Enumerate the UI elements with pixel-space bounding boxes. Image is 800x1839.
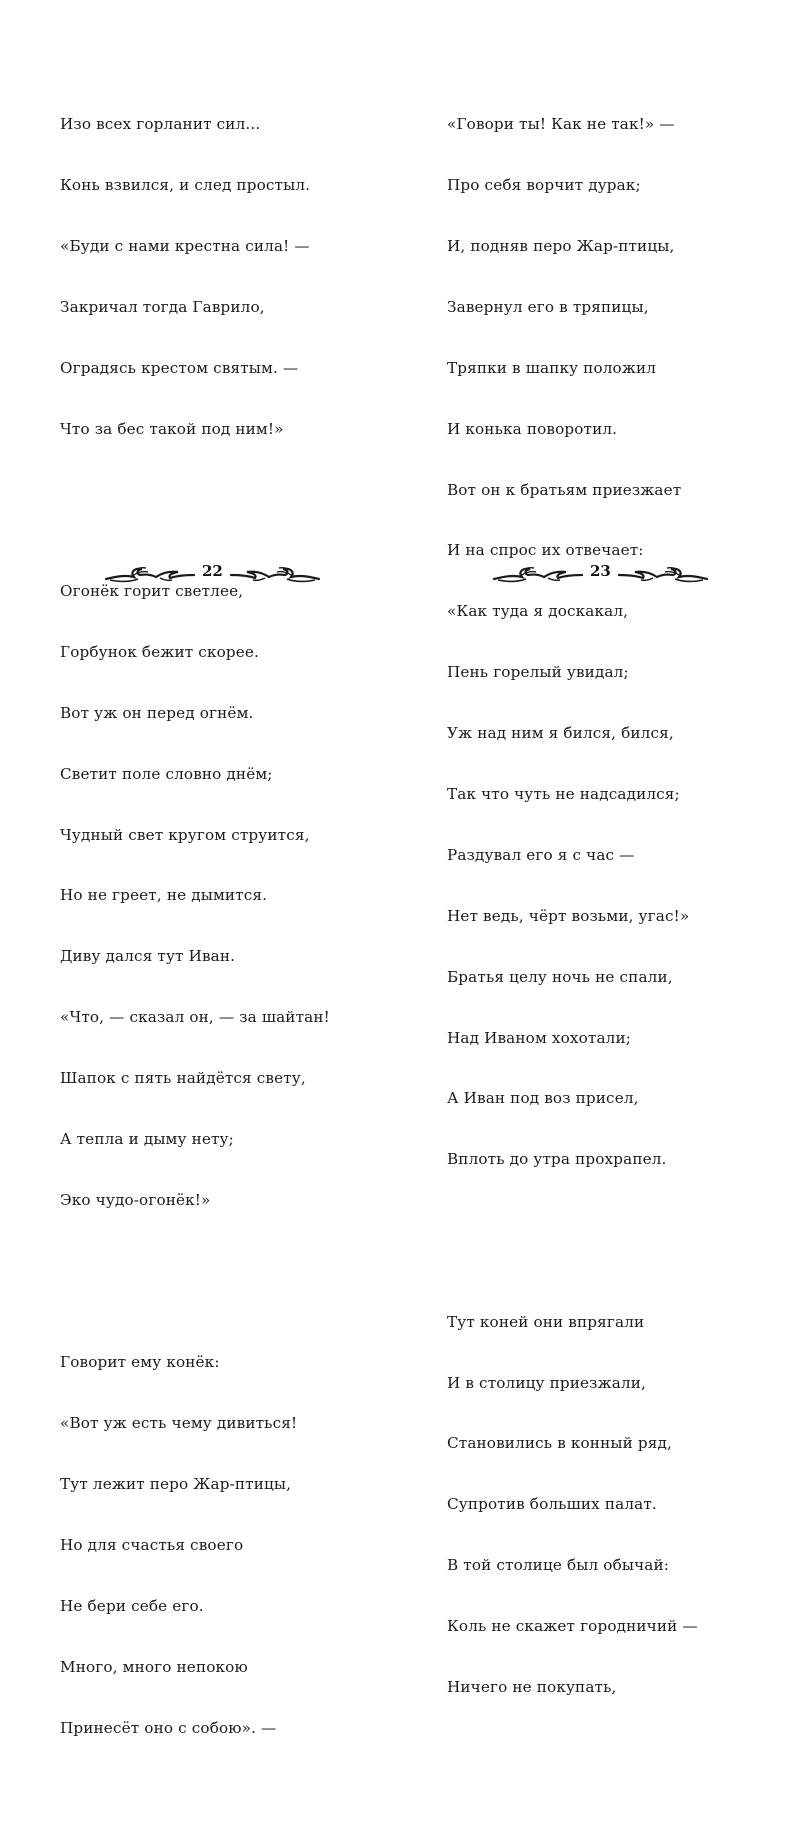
verse-line: Что за бес такой под ним!» (60, 419, 284, 438)
verse-line: Закричал тогда Гаврило, (60, 297, 265, 316)
verse-line: Принесёт оно с собою». — (60, 1718, 277, 1737)
verse-line: Вплоть до утра прохрапел. (447, 1150, 667, 1169)
verse-line: А тепла и дыму нету; (60, 1130, 234, 1149)
stanza (60, 1312, 330, 1779)
verse-line: Про себя ворчит дурак; (447, 176, 641, 195)
verse-line: «Как туда я доскакал, (447, 602, 629, 621)
flourish-left-icon (104, 563, 196, 585)
stanza (60, 540, 330, 1250)
verse-line: Братья целу ночь не спали, (447, 967, 673, 986)
verse-line: «Что, — сказал он, — за шайтан! (60, 1008, 330, 1027)
flourish-right-icon (229, 563, 321, 585)
verse-line: Конь взвился, и след простыл. (60, 176, 311, 195)
verse-line: Шапок с пять найдётся свету, (60, 1069, 306, 1088)
verse-line: Говорит ему конёк: (60, 1353, 220, 1372)
verse-line: «Говори ты! Как не так!» — (447, 115, 675, 134)
verse-line: «Вот уж есть чему дивиться! (60, 1414, 298, 1433)
verse-line: Тряпки в шапку положил (447, 358, 657, 377)
verse-line: А Иван под воз присел, (447, 1089, 639, 1108)
verse-line: Уж над ним я бился, бился, (447, 724, 674, 743)
verse-line: И, подняв перо Жар-птицы, (447, 236, 675, 255)
verse-line: И на спрос их отвечает: (447, 541, 644, 560)
verse-line: Диву дался тут Иван. (60, 947, 236, 966)
flourish-left-icon (492, 563, 584, 585)
verse-line: «Буди с нами крестна сила! — (60, 236, 310, 255)
flourish-right-icon (617, 563, 709, 585)
stanza (447, 74, 698, 1211)
verse-line: Становились в конный ряд, (447, 1434, 672, 1453)
verse-line: Светит поле словно днём; (60, 764, 273, 783)
verse-line: Завернул его в тряпицы, (447, 297, 649, 316)
verse-line: Изо всех горланит сил... (60, 115, 261, 134)
page-footer (104, 562, 321, 586)
verse-line: Тут лежит перо Жар-птицы, (60, 1475, 292, 1494)
verse-line: Оградясь крестом святым. — (60, 358, 299, 377)
page-number: 22 (202, 561, 223, 580)
verse-line: Так что чуть не надсадился; (447, 784, 680, 803)
verse-line: Не бери себе его. (60, 1596, 204, 1615)
verse-line: Огонёк горит светлее, (60, 582, 244, 601)
verse-line: Вот он к братьям приезжает (447, 480, 682, 499)
verse-line: Много, много непокою (60, 1657, 248, 1676)
verse-line: Тут коней они впрягали (447, 1312, 645, 1331)
verse-line: Коль не скажет городничий — (447, 1617, 698, 1636)
page-footer (492, 562, 709, 586)
verse-line: Супротив больших палат. (447, 1495, 657, 1514)
verse-line: Но не греет, не дымится. (60, 886, 268, 905)
verse-line: Раздувал его я с час — (447, 845, 635, 864)
verse-line: И конька поворотил. (447, 419, 618, 438)
verse-line: Пень горелый увидал; (447, 663, 629, 682)
stanza (447, 1271, 698, 1738)
verse-line: Нет ведь, чёрт возьми, угас!» (447, 906, 690, 925)
verse-line: И в столицу приезжали, (447, 1373, 646, 1392)
verse-line: Ничего не покупать, (447, 1678, 617, 1697)
poem-text (447, 33, 698, 1799)
verse-line: Эко чудо-огонёк!» (60, 1190, 211, 1209)
verse-line: Чудный свет кругом струится, (60, 825, 310, 844)
verse-line: Но для счастья своего (60, 1535, 244, 1554)
verse-line: В той столице был обычай: (447, 1556, 670, 1575)
verse-line: Вот уж он перед огнём. (60, 703, 254, 722)
verse-line: Над Иваном хохотали; (447, 1028, 631, 1047)
page-number: 23 (590, 561, 611, 580)
poem-text (60, 33, 330, 1839)
verse-line: Горбунок бежит скорее. (60, 642, 260, 661)
stanza (60, 74, 330, 480)
left-page (0, 0, 400, 1737)
right-page (400, 0, 800, 1697)
